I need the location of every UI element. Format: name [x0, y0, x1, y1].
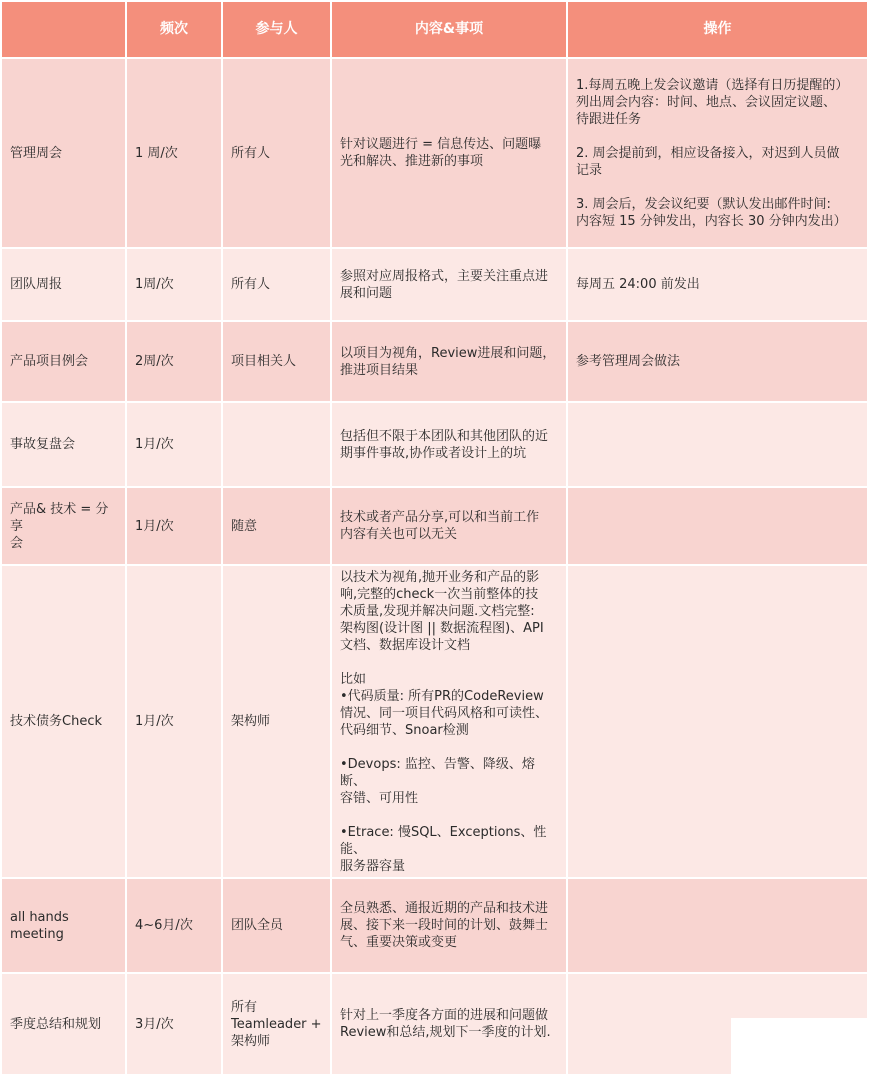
table-cell: 所有 Teamleader + 架构师	[223, 974, 332, 1074]
table-cell	[568, 566, 867, 877]
table-cell: 随意	[223, 488, 332, 564]
table-cell: 产品项目例会	[2, 322, 127, 401]
table-cell: 项目相关人	[223, 322, 332, 401]
table-cell	[568, 879, 867, 972]
table-cell: 1月/次	[127, 403, 223, 486]
table-cell: 1月/次	[127, 566, 223, 877]
header-cell: 参与人	[223, 2, 332, 57]
table-cell	[568, 488, 867, 564]
table-cell: 包括但不限于本团队和其他团队的近 期事件事故,协作或者设计上的坑	[332, 403, 568, 486]
table-cell: 所有人	[223, 249, 332, 320]
table-cell: 季度总结和规划	[2, 974, 127, 1074]
table-row	[2, 249, 867, 322]
table-cell	[568, 403, 867, 486]
header-cell: 操作	[568, 2, 867, 57]
table-row	[2, 488, 867, 566]
table-cell: 事故复盘会	[2, 403, 127, 486]
header-cell: 频次	[127, 2, 223, 57]
table-row	[2, 59, 867, 249]
header-cell	[2, 2, 127, 57]
table-cell: 技术或者产品分享,可以和当前工作 内容有关也可以无关	[332, 488, 568, 564]
blank-corner	[731, 1018, 870, 1078]
table-cell: 参照对应周报格式，主要关注重点进 展和问题	[332, 249, 568, 320]
table-cell: 架构师	[223, 566, 332, 877]
table-row	[2, 566, 867, 879]
table-cell: 管理周会	[2, 59, 127, 247]
table-cell: 全员熟悉、通报近期的产品和技术进 展、接下来一段时间的计划、鼓舞士 气、重要决策或变更	[332, 879, 568, 972]
table-cell: 1周/次	[127, 249, 223, 320]
table-cell: 以技术为视角,抛开业务和产品的影 响,完整的check一次当前整体的技 术质量,发现并解决问题.文档完整: 架构图(设计图 || 数据流程图)、API 文档、数据库设计文档 比如 •代码质量: 所有PR的CodeReview 情况、同一项目代码风格和可读性、 代码细节、Snoar检测 •Devops: 监控、告警、降级、熔断、 容错、可用性 •Etrace: 慢SQL、Exceptions、性能、 服务器容量	[332, 566, 568, 877]
table-cell: 每周五 24:00 前发出	[568, 249, 867, 320]
table-cell: 2周/次	[127, 322, 223, 401]
table-cell: 1月/次	[127, 488, 223, 564]
table-cell: 产品& 技术 = 分享 会	[2, 488, 127, 564]
table-cell: 针对上一季度各方面的进展和问题做 Review和总结,规划下一季度的计划.	[332, 974, 568, 1074]
table-cell: 团队全员	[223, 879, 332, 972]
table-row	[2, 879, 867, 974]
table-cell: 4~6月/次	[127, 879, 223, 972]
table-header-row	[2, 2, 867, 59]
table-cell: 技术债务Check	[2, 566, 127, 877]
meeting-table	[2, 2, 867, 1074]
table-cell: 1 周/次	[127, 59, 223, 247]
table-cell: 所有人	[223, 59, 332, 247]
table-cell: all hands meeting	[2, 879, 127, 972]
table-row	[2, 403, 867, 488]
table-cell	[223, 403, 332, 486]
table-row	[2, 322, 867, 403]
table-cell: 1.每周五晚上发会议邀请（选择有日历提醒的） 列出周会内容：时间、地点、会议固定议题、 待跟进任务 2. 周会提前到，相应设备接入，对迟到人员做 记录 3. 周会后，发会议纪要（默认发出邮件时间: 内容短 15 分钟发出，内容长 30 分钟内发出）	[568, 59, 867, 247]
table-cell: 针对议题进行 = 信息传达、问题曝 光和解决、推进新的事项	[332, 59, 568, 247]
table-cell: 3月/次	[127, 974, 223, 1074]
table-cell: 以项目为视角，Review进展和问题， 推进项目结果	[332, 322, 568, 401]
table-cell: 参考管理周会做法	[568, 322, 867, 401]
header-cell: 内容&事项	[332, 2, 568, 57]
table-cell: 团队周报	[2, 249, 127, 320]
